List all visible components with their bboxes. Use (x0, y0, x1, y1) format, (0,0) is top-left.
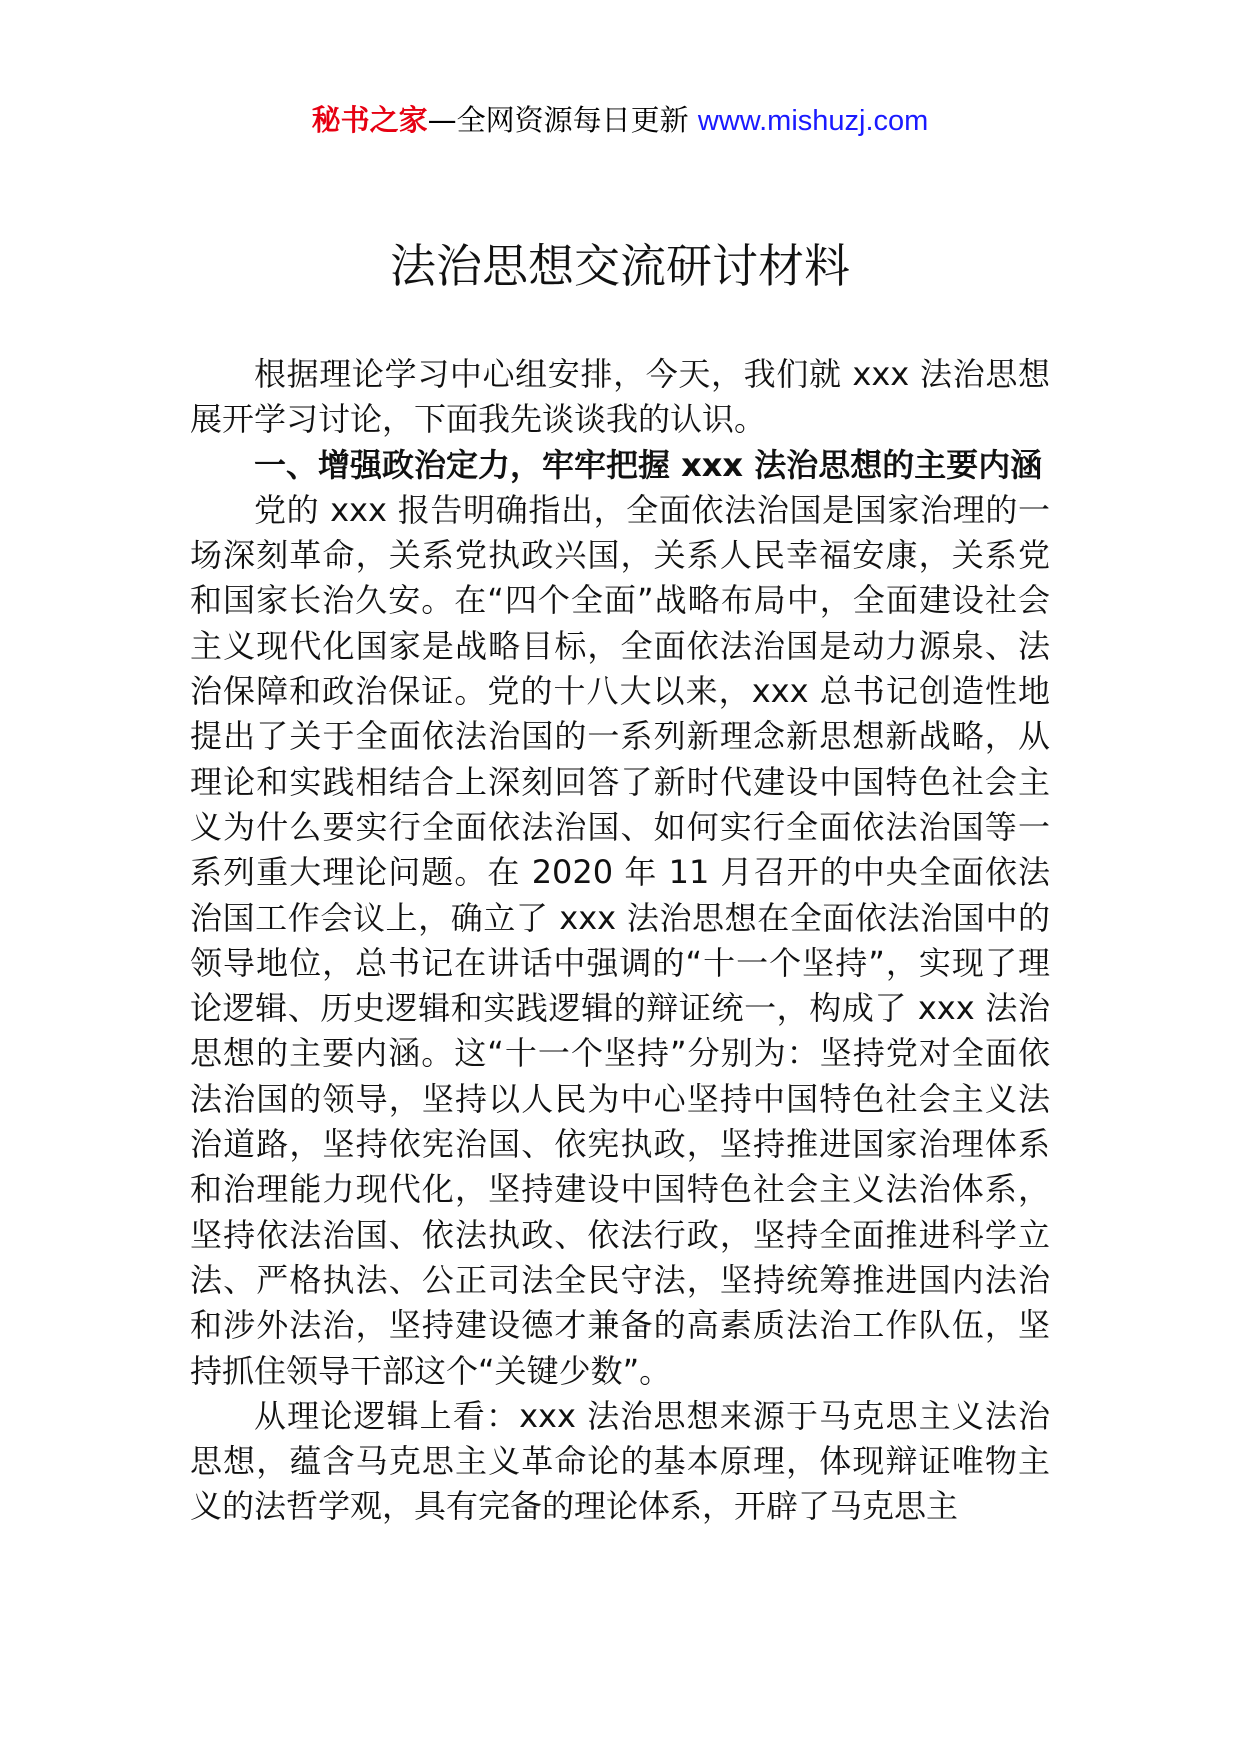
intro-paragraph: 根据理论学习中心组安排，今天，我们就 xxx 法治思想展开学习讨论，下面我先谈谈我的认识。 (190, 355, 1050, 439)
site-brand: 秘书之家 (311, 103, 428, 137)
site-header (0, 100, 1240, 141)
site-url-link[interactable]: www.mishuzj.com (697, 105, 929, 137)
site-slogan: —全网资源每日更新 (427, 103, 698, 137)
body-paragraph: 党的 xxx 报告明确指出，全面依法治国是国家治理的一场深刻革命，关系党执政兴国，关系人民幸福安康，关系党和国家长治久安。在“四个全面”战略布局中，全面建设社会主义现代化国家是战略目标，全面依法治国是动力源泉、法治保障和政治保证。党的十八大以来，xxx 总书记创造性地提出了关于全面依法治国的一系列新理念新思想新战略，从理论和实践相结合上深刻回答了新时代建设中国特色社会主义为什么要实行全面依法治国、如何实行全面依法治国等一系列重大理论问题。在 2020 年 11 月召开的中央全面依法治国工作会议上，确立了 xxx 法治思想在全面依法治国中的领导地位，总书记在讲话中强调的“十一个坚持”，实现了理论逻辑、历史逻辑和实践逻辑的辩证统一，构成了 xxx 法治思想的主要内涵。这“十一个坚持”分别为：坚持党对全面依法治国的领导，坚持以人民为中心坚持中国特色社会主义法治道路，坚持依宪治国、依宪执政，坚持推进国家治理体系和治理能力现代化，坚持建设中国特色社会主义法治体系，坚持依法治国、依法执政、依法行政，坚持全面推进科学立法、严格执法、公正司法全民守法，坚持统筹推进国内法治和涉外法治，坚持建设德才兼备的高素质法治工作队伍，坚持抓住领导干部这个“关键少数”。 (190, 490, 1050, 1390)
document-body (190, 352, 1050, 1530)
body-paragraph: 从理论逻辑上看：xxx 法治思想来源于马克思主义法治思想，蕴含马克思主义革命论的基本原理，体现辩证唯物主义的法哲学观，具有完备的理论体系，开辟了马克思主 (190, 1396, 1050, 1526)
section-heading: 一、增强政治定力，牢牢把握 xxx 法治思想的主要内涵 (254, 445, 1043, 484)
document-title: 法治思想交流研讨材料 (390, 239, 850, 293)
